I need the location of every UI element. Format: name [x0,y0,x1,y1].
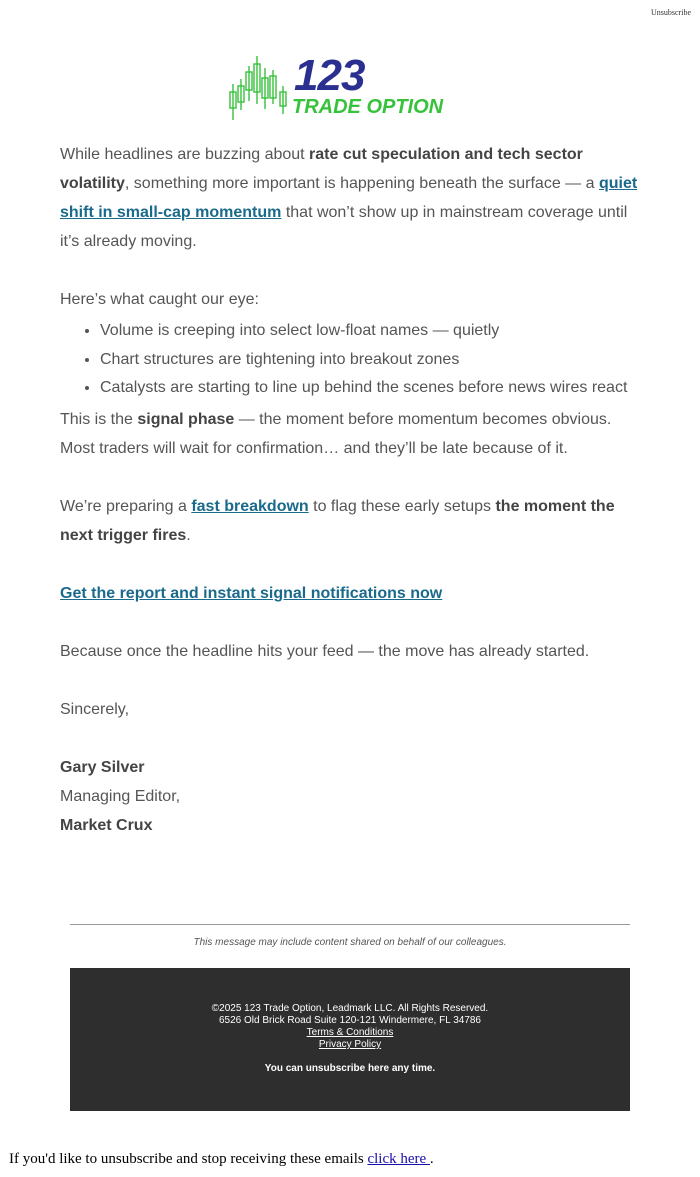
sign-off: Sincerely, [60,700,130,718]
get-report-cta-link[interactable]: Get the report and instant signal notifications now [60,584,443,602]
signal-text-2: — the moment before momentum becomes obvious. Most traders will wait for confirmation… and they’ll be late because of it. [60,410,612,457]
footer [70,968,630,1111]
signer-role: Managing Editor, [60,787,181,805]
logo-text: TRADE OPTION [292,96,444,118]
breakdown-text: We’re preparing a [60,497,192,515]
headline-paragraph: Because once the headline hits your feed — the move has already started. [60,642,590,660]
breakdown-text-3: . [186,526,191,544]
signal-bold: signal phase [137,410,235,428]
logo-number: 123 [294,51,365,100]
signal-phase-paragraph [60,405,645,463]
fast-breakdown-link[interactable]: fast breakdown [191,497,309,515]
caught-eye-paragraph: Here’s what caught our eye: [60,291,259,308]
list-item: • Catalysts are starting to line up behind the scenes before news wires react [100,374,645,403]
address-text: 6526 Old Brick Road Suite 120-121 Windermere, FL 34786 [219,1015,481,1026]
bottom-period: . [429,1151,434,1167]
unsubscribe-link-top[interactable]: Unsubscribe [651,8,691,17]
intro-text: While headlines are buzzing about [60,146,310,163]
email-body [60,140,645,840]
click-here-link[interactable]: click here [367,1151,430,1167]
list-item: • Chart structures are tightening into breakout zones [100,346,645,375]
privacy-link[interactable]: Privacy Policy [318,1039,382,1050]
intro-text-2: , something more important is happening beneath the surface — a [124,175,599,192]
bottom-text: If you'd like to unsubscribe and stop receiving these emails [9,1151,368,1167]
breakdown-paragraph [60,492,645,550]
terms-link[interactable]: Terms & Conditions [306,1027,394,1038]
bottom-unsubscribe-notice [9,1151,434,1168]
brand-logo [226,51,476,122]
list-item: • Volume is creeping into select low-float names — quietly [100,317,645,346]
copyright-text: ©2025 123 Trade Option, Leadmark LLC. All Rights Reserved. [211,1003,489,1014]
disclaimer-text: This message may include content shared on behalf of our colleagues. [193,937,507,948]
signer-brand: Market Crux [60,816,153,834]
signer-name: Gary Silver [60,758,145,776]
quiet-shift-link[interactable]: quiet shift in small-cap momentum [60,175,638,221]
intro-text-3: that won’t show up in mainstream coverage until it’s already moving. [60,204,628,250]
signal-text: This is the [60,410,138,428]
intro-paragraph [60,140,645,256]
breakdown-bold: the moment the next trigger fires [60,497,615,544]
breakdown-text-2: to flag these early setups [308,497,496,515]
intro-bold: rate cut speculation and tech sector volatility [60,146,583,192]
footer-unsubscribe-text[interactable]: You can unsubscribe here any time. [264,1063,436,1074]
footer-divider [70,924,630,925]
highlights-list [60,317,645,403]
